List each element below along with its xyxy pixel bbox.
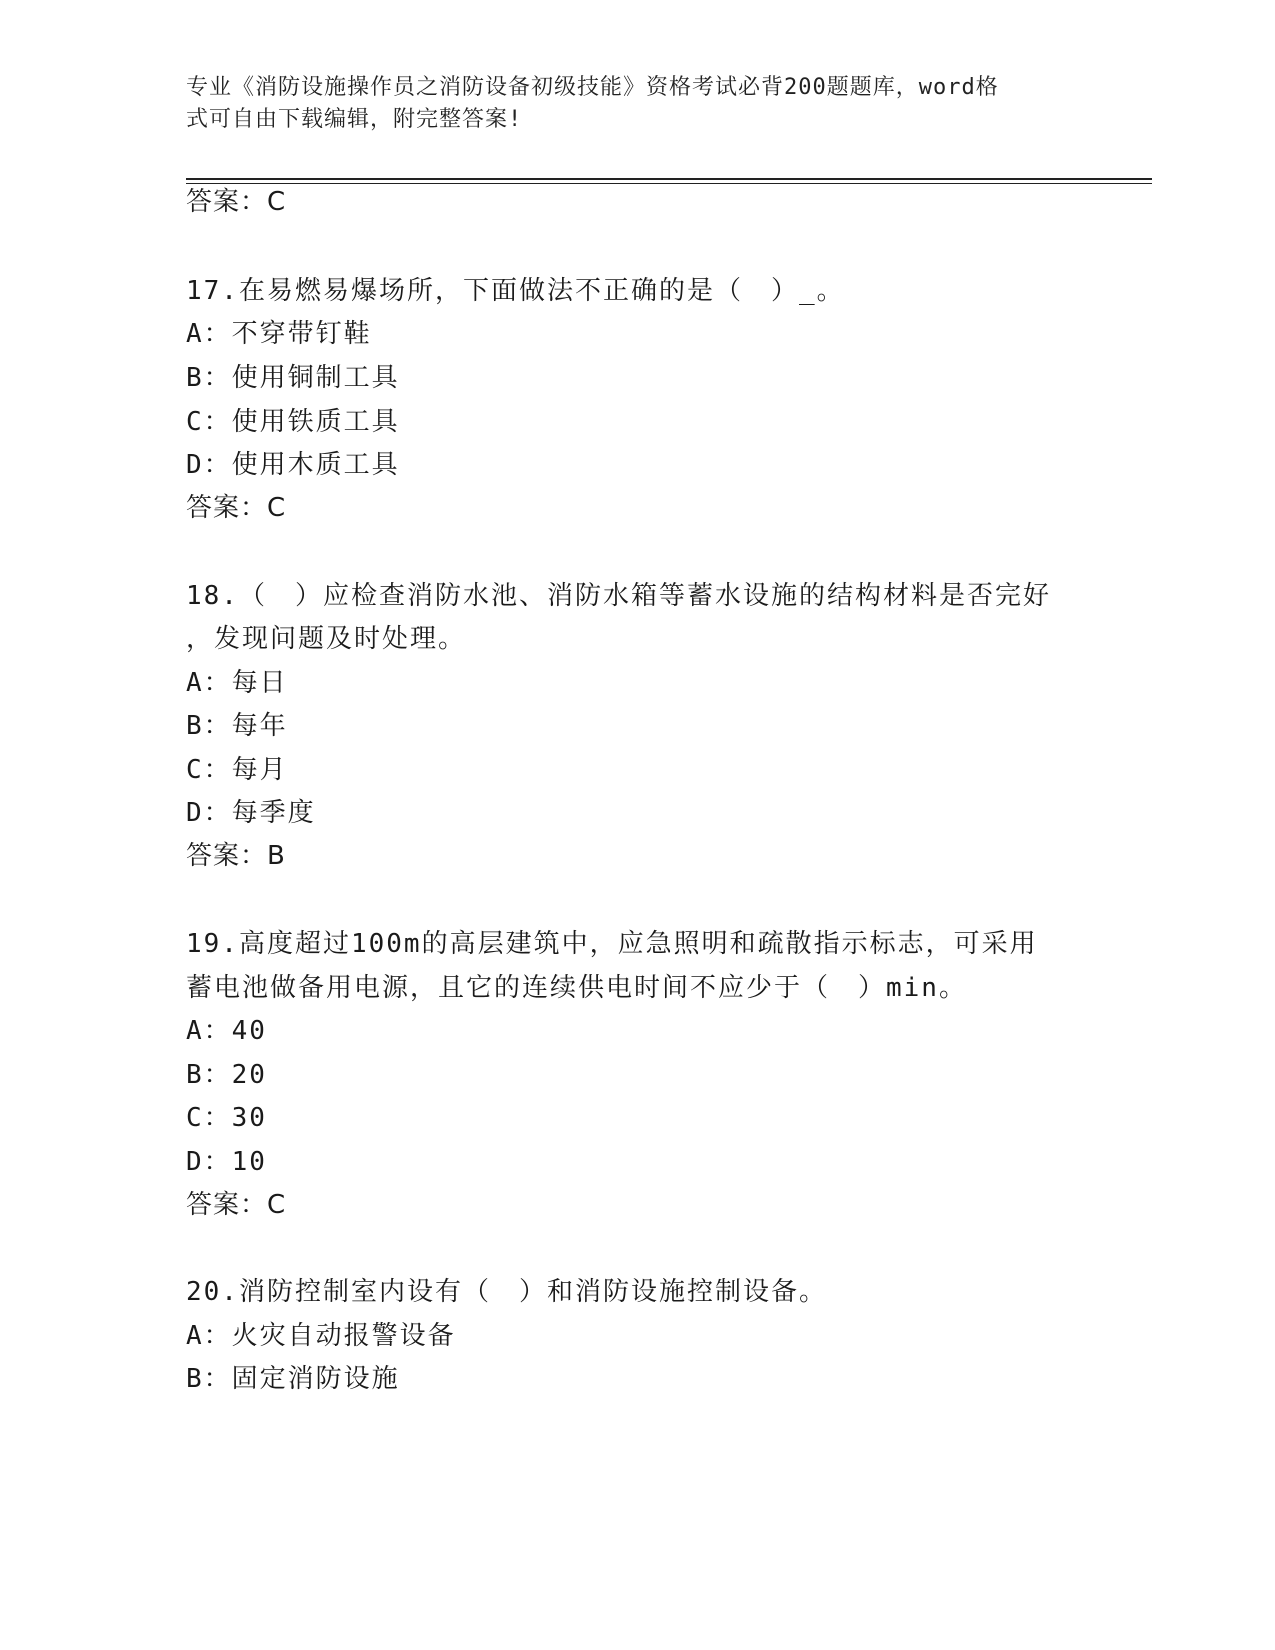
- header-line-2: 式可自由下载编辑，附完整答案!: [186, 107, 523, 132]
- question-17-option-b: B：使用铜制工具: [186, 363, 400, 393]
- question-19-option-d: D：10: [186, 1147, 267, 1177]
- question-19-answer: 答案：C: [186, 1190, 287, 1220]
- question-20-option-a: A：火灾自动报警设备: [186, 1321, 456, 1351]
- header-line-1: 专业《消防设施操作员之消防设备初级技能》资格考试必背200题题库，word格: [186, 75, 999, 100]
- question-17-option-a: A：不穿带钉鞋: [186, 319, 372, 349]
- header-divider-thick: [186, 178, 1152, 180]
- question-19-option-b: B：20: [186, 1060, 267, 1090]
- question-17-option-d: D：使用木质工具: [186, 450, 400, 480]
- question-19-option-c: C：30: [186, 1103, 267, 1133]
- document-header: [186, 72, 1086, 136]
- question-17-text: 17.在易燃易爆场所，下面做法不正确的是（ ）_。: [186, 276, 845, 306]
- question-18-option-a: A：每日: [186, 668, 288, 698]
- question-20-text: 20.消防控制室内设有（ ）和消防设施控制设备。: [186, 1277, 827, 1307]
- question-18-option-b: B：每年: [186, 711, 288, 741]
- answer-line: 答案：C: [186, 187, 287, 217]
- question-17-answer: 答案：C: [186, 493, 287, 523]
- question-18-text-line-2: ，发现问题及时处理。: [186, 624, 467, 654]
- question-19-text-line-2: 蓄电池做备用电源，且它的连续供电时间不应少于（ ）min。: [186, 973, 967, 1003]
- question-19-option-a: A：40: [186, 1016, 267, 1046]
- question-18-text-line-1: 18.（ ）应检查消防水池、消防水箱等蓄水设施的结构材料是否完好: [186, 581, 1051, 611]
- question-20-option-b: B：固定消防设施: [186, 1364, 400, 1394]
- header-divider-thin: [186, 183, 1152, 184]
- question-18-option-d: D：每季度: [186, 798, 316, 828]
- question-17-option-c: C：使用铁质工具: [186, 407, 400, 437]
- question-18-answer: 答案：B: [186, 841, 286, 871]
- question-18-option-c: C：每月: [186, 755, 288, 785]
- question-19-text-line-1: 19.高度超过100m的高层建筑中，应急照明和疏散指示标志，可采用: [186, 929, 1038, 959]
